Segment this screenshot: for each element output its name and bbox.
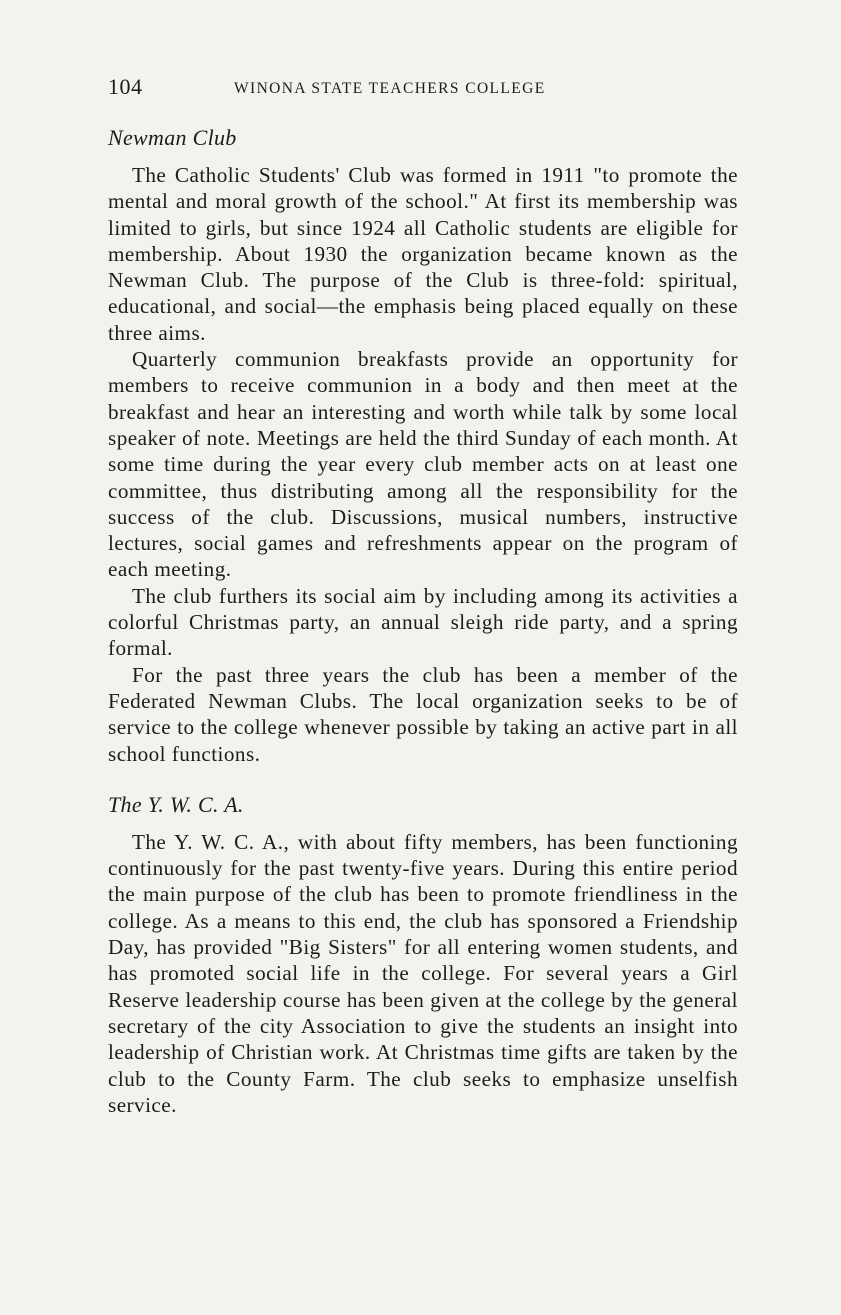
page-number: 104 [108, 74, 143, 99]
running-title: WINONA STATE TEACHERS COLLEGE [234, 80, 546, 97]
section-heading-newman-club: Newman Club [108, 125, 237, 150]
newman-club-paragraph-4: For the past three years the club has been a member of the Federated Newman Clubs. The local organization seeks to be of service to the college whenever possible by taking an active part in all school functions. [108, 662, 738, 766]
newman-club-paragraph-2: Quarterly communion breakfasts provide an opportunity for members to receive communion in a body and then meet at the breakfast and hear an interesting and worth while talk by some local speaker of note. Meetings are held the third Sunday of each month. At some time during the year every club member acts on at least one committee, thus distributing among all the responsibility for the success of the club. Discussions, musical numbers, instructive lectures, social games and refreshments appear on the program of each meeting. [108, 347, 738, 582]
body-text [108, 124, 738, 1118]
section-heading-ywca: The Y. W. C. A. [108, 791, 244, 817]
running-head [108, 74, 738, 104]
newman-club-paragraph-3: The club furthers its social aim by including among its activities a colorful Christmas party, an annual sleigh ride party, and a spring formal. [108, 583, 738, 661]
newman-club-paragraph-1: The Catholic Students' Club was formed in 1911 "to promote the mental and moral growth of the school." At first its membership was limited to girls, but since 1924 all Catholic students are eligible for membership. About 1930 the organization became known as the Newman Club. The purpose of the Club is three-fold: spiritual, educational, and social—the emphasis being placed equally on these three aims. [108, 163, 738, 345]
ywca-paragraph-1: The Y. W. C. A., with about fifty members, has been functioning continuously for the past twenty-five years. During this entire period the main purpose of the club has been to promote friendliness in the college. As a means to this end, the club has sponsored a Friendship Day, has provided "Big Sisters" for all entering women students, and has promoted social life in the college. For several years a Girl Reserve leadership course has been given at the college by the general secretary of the city Association to give the students an insight into leadership of Christian work. At Christmas time gifts are taken by the club to the County Farm. The club seeks to emphasize unselfish service. [108, 829, 738, 1117]
